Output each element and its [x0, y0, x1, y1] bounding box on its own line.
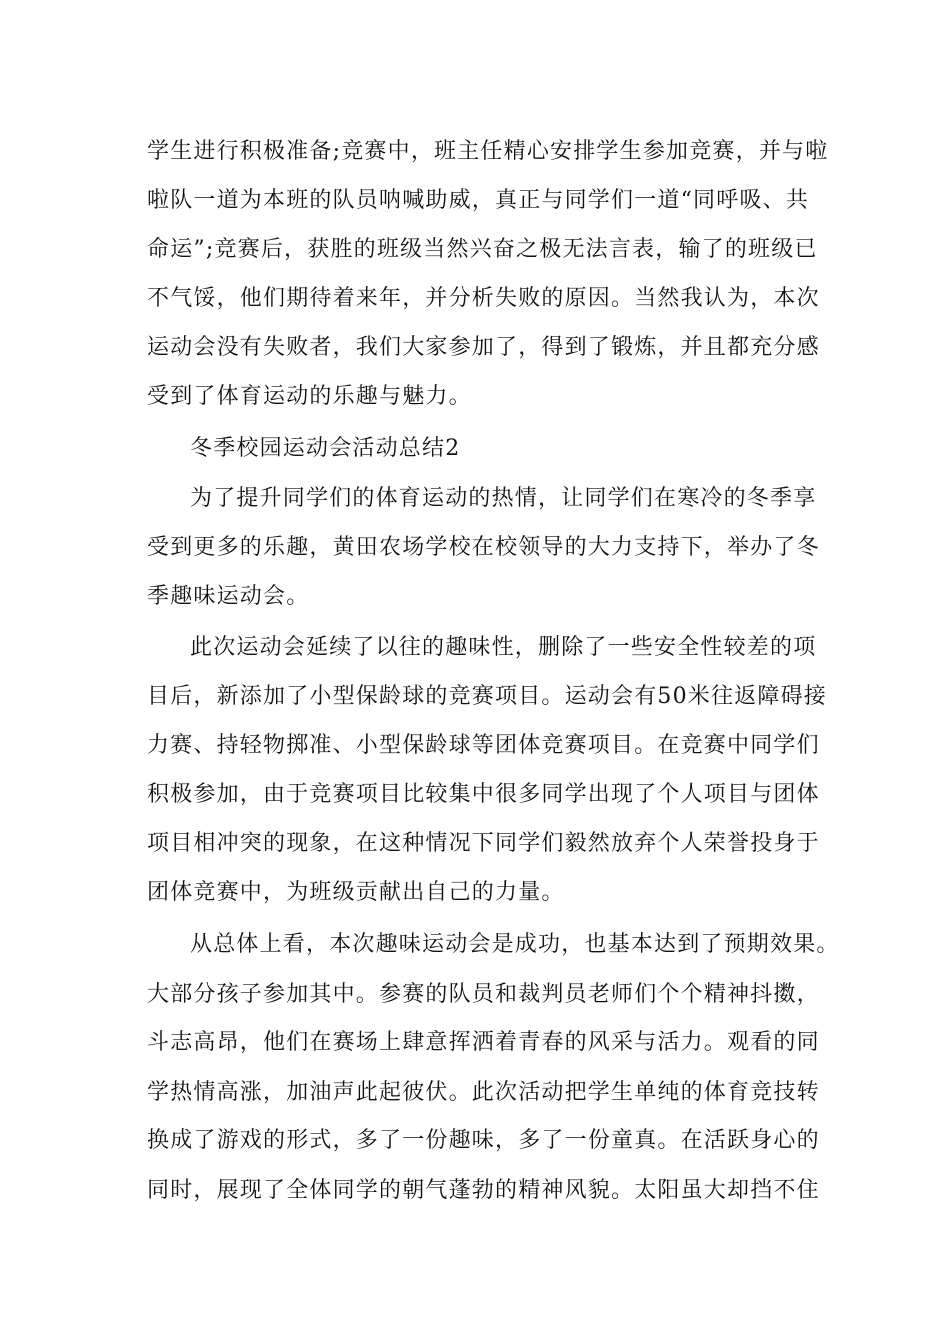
text-line-14: 积极参加，由于竞赛项目比较集中很多同学出现了个人项目与团体	[147, 782, 820, 807]
text-line-19: 斗志高昂，他们在赛场上肆意挥洒着青春的风采与活力。观看的同	[147, 1030, 820, 1055]
text-line-8: 为了提升同学们的体育运动的热情，让同学们在寒冷的冬季享	[190, 486, 817, 511]
text-line-1: 学生进行积极准备;竞赛中，班主任精心安排学生参加竞赛，并与啦	[147, 139, 829, 164]
text-line-12: 目后，新添加了小型保龄球的竞赛项目。运动会有50米往返障碍接	[147, 684, 827, 709]
text-line-5: 运动会没有失败者，我们大家参加了，得到了锻炼，并且都充分感	[147, 335, 820, 360]
section-title: 冬季校园运动会活动总结2	[190, 436, 461, 461]
text-line-22: 同时，展现了全体同学的朝气蓬勃的精神风貌。太阳虽大却挡不住	[147, 1178, 820, 1203]
text-line-9: 受到更多的乐趣，黄田农场学校在校领导的大力支持下，举办了冬	[147, 535, 820, 560]
text-line-6: 受到了体育运动的乐趣与魅力。	[147, 384, 472, 409]
text-line-20: 学热情高涨，加油声此起彼伏。此次活动把学生单纯的体育竞技转	[147, 1080, 820, 1105]
text-line-4: 不气馁，他们期待着来年，并分析失败的原因。当然我认为，本次	[147, 286, 820, 311]
text-line-10: 季趣味运动会。	[147, 584, 310, 609]
text-line-18: 大部分孩子参加其中。参赛的队员和裁判员老师们个个精神抖擞，	[147, 982, 820, 1007]
text-line-21: 换成了游戏的形式，多了一份趣味，多了一份童真。在活跃身心的	[147, 1128, 820, 1153]
text-line-13: 力赛、持轻物掷准、小型保龄球等团体竞赛项目。在竞赛中同学们	[147, 733, 820, 758]
text-line-11: 此次运动会延续了以往的趣味性，删除了一些安全性较差的项	[190, 635, 817, 660]
text-line-2: 啦队一道为本班的队员呐喊助威，真正与同学们一道“同呼吸、共	[147, 188, 810, 213]
text-line-15: 项目相冲突的现象，在这种情况下同学们毅然放弃个人荣誉投身于	[147, 831, 820, 856]
text-line-3: 命运”;竞赛后，获胜的班级当然兴奋之极无法言表，输了的班级已	[147, 237, 818, 262]
text-line-16: 团体竞赛中，为班级贡献出自己的力量。	[147, 880, 565, 905]
text-line-17: 从总体上看，本次趣味运动会是成功，也基本达到了预期效果。	[190, 932, 840, 957]
